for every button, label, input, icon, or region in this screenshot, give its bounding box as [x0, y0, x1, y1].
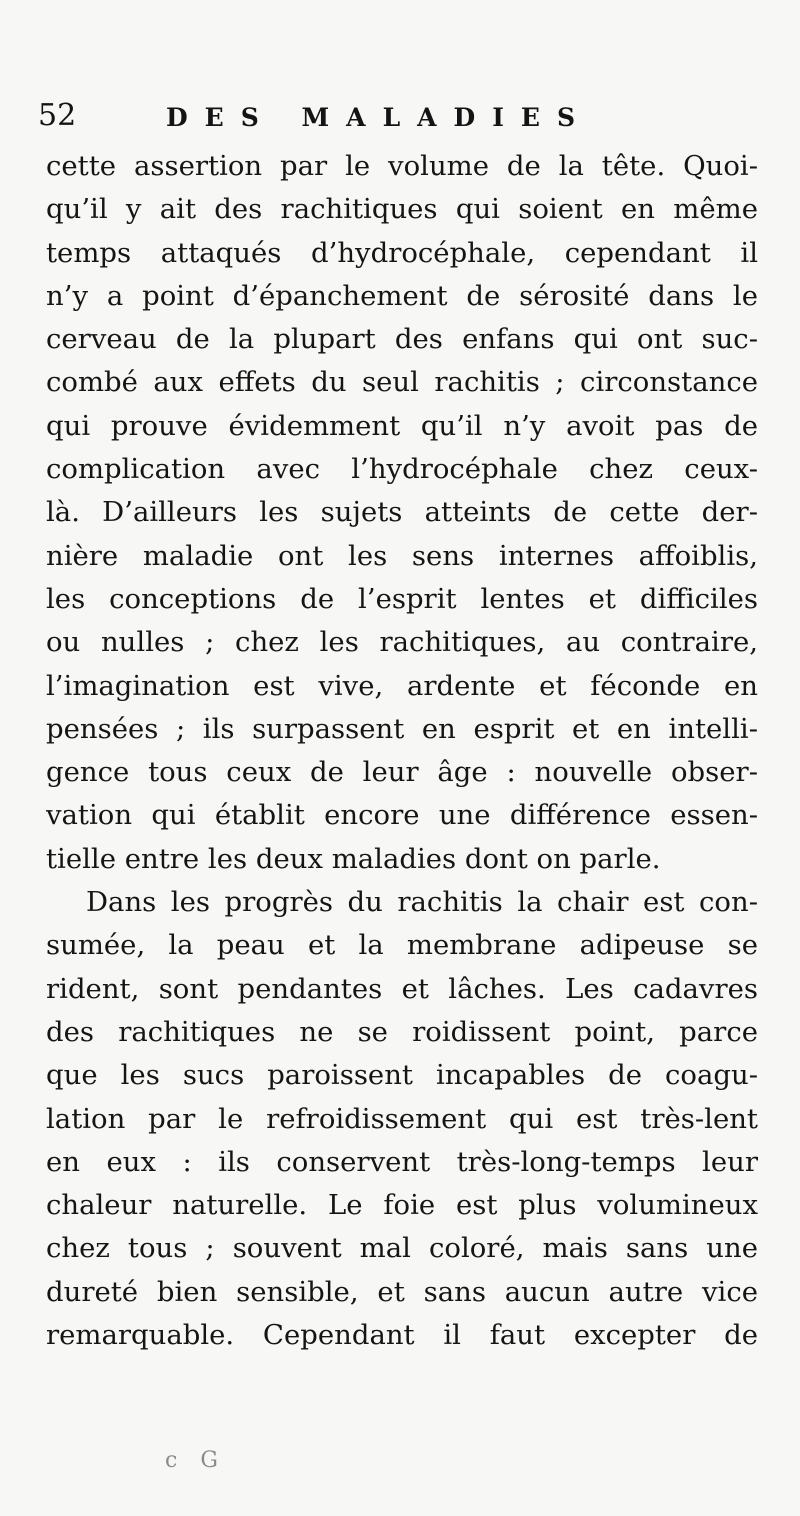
text-line: complication avec l’hydrocéphale chez ceux-	[46, 453, 758, 486]
text-line: combé aux effets du seul rachitis ; circonstance	[46, 366, 758, 399]
text-line: chez tous ; souvent mal coloré, mais sans une	[46, 1232, 758, 1265]
body-text	[46, 145, 758, 1357]
text-line: dureté bien sensible, et sans aucun autre vice	[46, 1275, 758, 1308]
text-line: tielle entre les deux maladies dont on parle.	[46, 842, 661, 875]
text-line: gence tous ceux de leur âge : nouvelle obser-	[46, 756, 758, 789]
text-line: les conceptions de l’esprit lentes et difficiles	[46, 582, 758, 615]
text-line: ou nulles ; chez les rachitiques, au contraire,	[46, 626, 758, 659]
text-line: temps attaqués d’hydrocéphale, cependant il	[46, 236, 758, 269]
text-line: là. D’ailleurs les sujets atteints de cette der-	[46, 496, 758, 529]
page-number: 52	[38, 98, 77, 133]
text-line: remarquable. Cependant il faut excepter de	[46, 1319, 758, 1352]
text-line: des rachitiques ne se roidissent point, parce	[46, 1015, 758, 1048]
text-line: vation qui établit encore une différence essen-	[46, 799, 758, 832]
text-line: sumée, la peau et la membrane adipeuse se	[46, 929, 758, 962]
text-line: n’y a point d’épanchement de sérosité dans le	[46, 279, 758, 312]
text-line: qui prouve évidemment qu’il n’y avoit pas de	[46, 409, 758, 442]
text-line: cette assertion par le volume de la tête. Quoi-	[46, 150, 758, 182]
text-line: qu’il y ait des rachitiques qui soient en même	[46, 193, 758, 226]
running-title: DES MALADIES	[166, 103, 593, 132]
text-line: nière maladie ont les sens internes affoiblis,	[46, 539, 758, 572]
page-header	[38, 96, 758, 140]
text-line: que les sucs paroissent incapables de coagu-	[46, 1059, 758, 1092]
text-line: rident, sont pendantes et lâches. Les cadavres	[46, 972, 758, 1005]
text-line: en eux : ils conservent très-long-temps leur	[46, 1145, 758, 1178]
text-line: pensées ; ils surpassent en esprit et en intelli-	[46, 712, 758, 745]
signature-mark: c G	[165, 1448, 226, 1473]
text-line: Dans les progrès du rachitis la chair est con-	[86, 886, 758, 919]
text-line: l’imagination est vive, ardente et féconde en	[46, 669, 758, 702]
text-line: cerveau de la plupart des enfans qui ont suc-	[46, 323, 758, 356]
text-line: chaleur naturelle. Le foie est plus volumineux	[46, 1189, 758, 1222]
text-line: lation par le refroidissement qui est très-lent	[46, 1102, 758, 1135]
